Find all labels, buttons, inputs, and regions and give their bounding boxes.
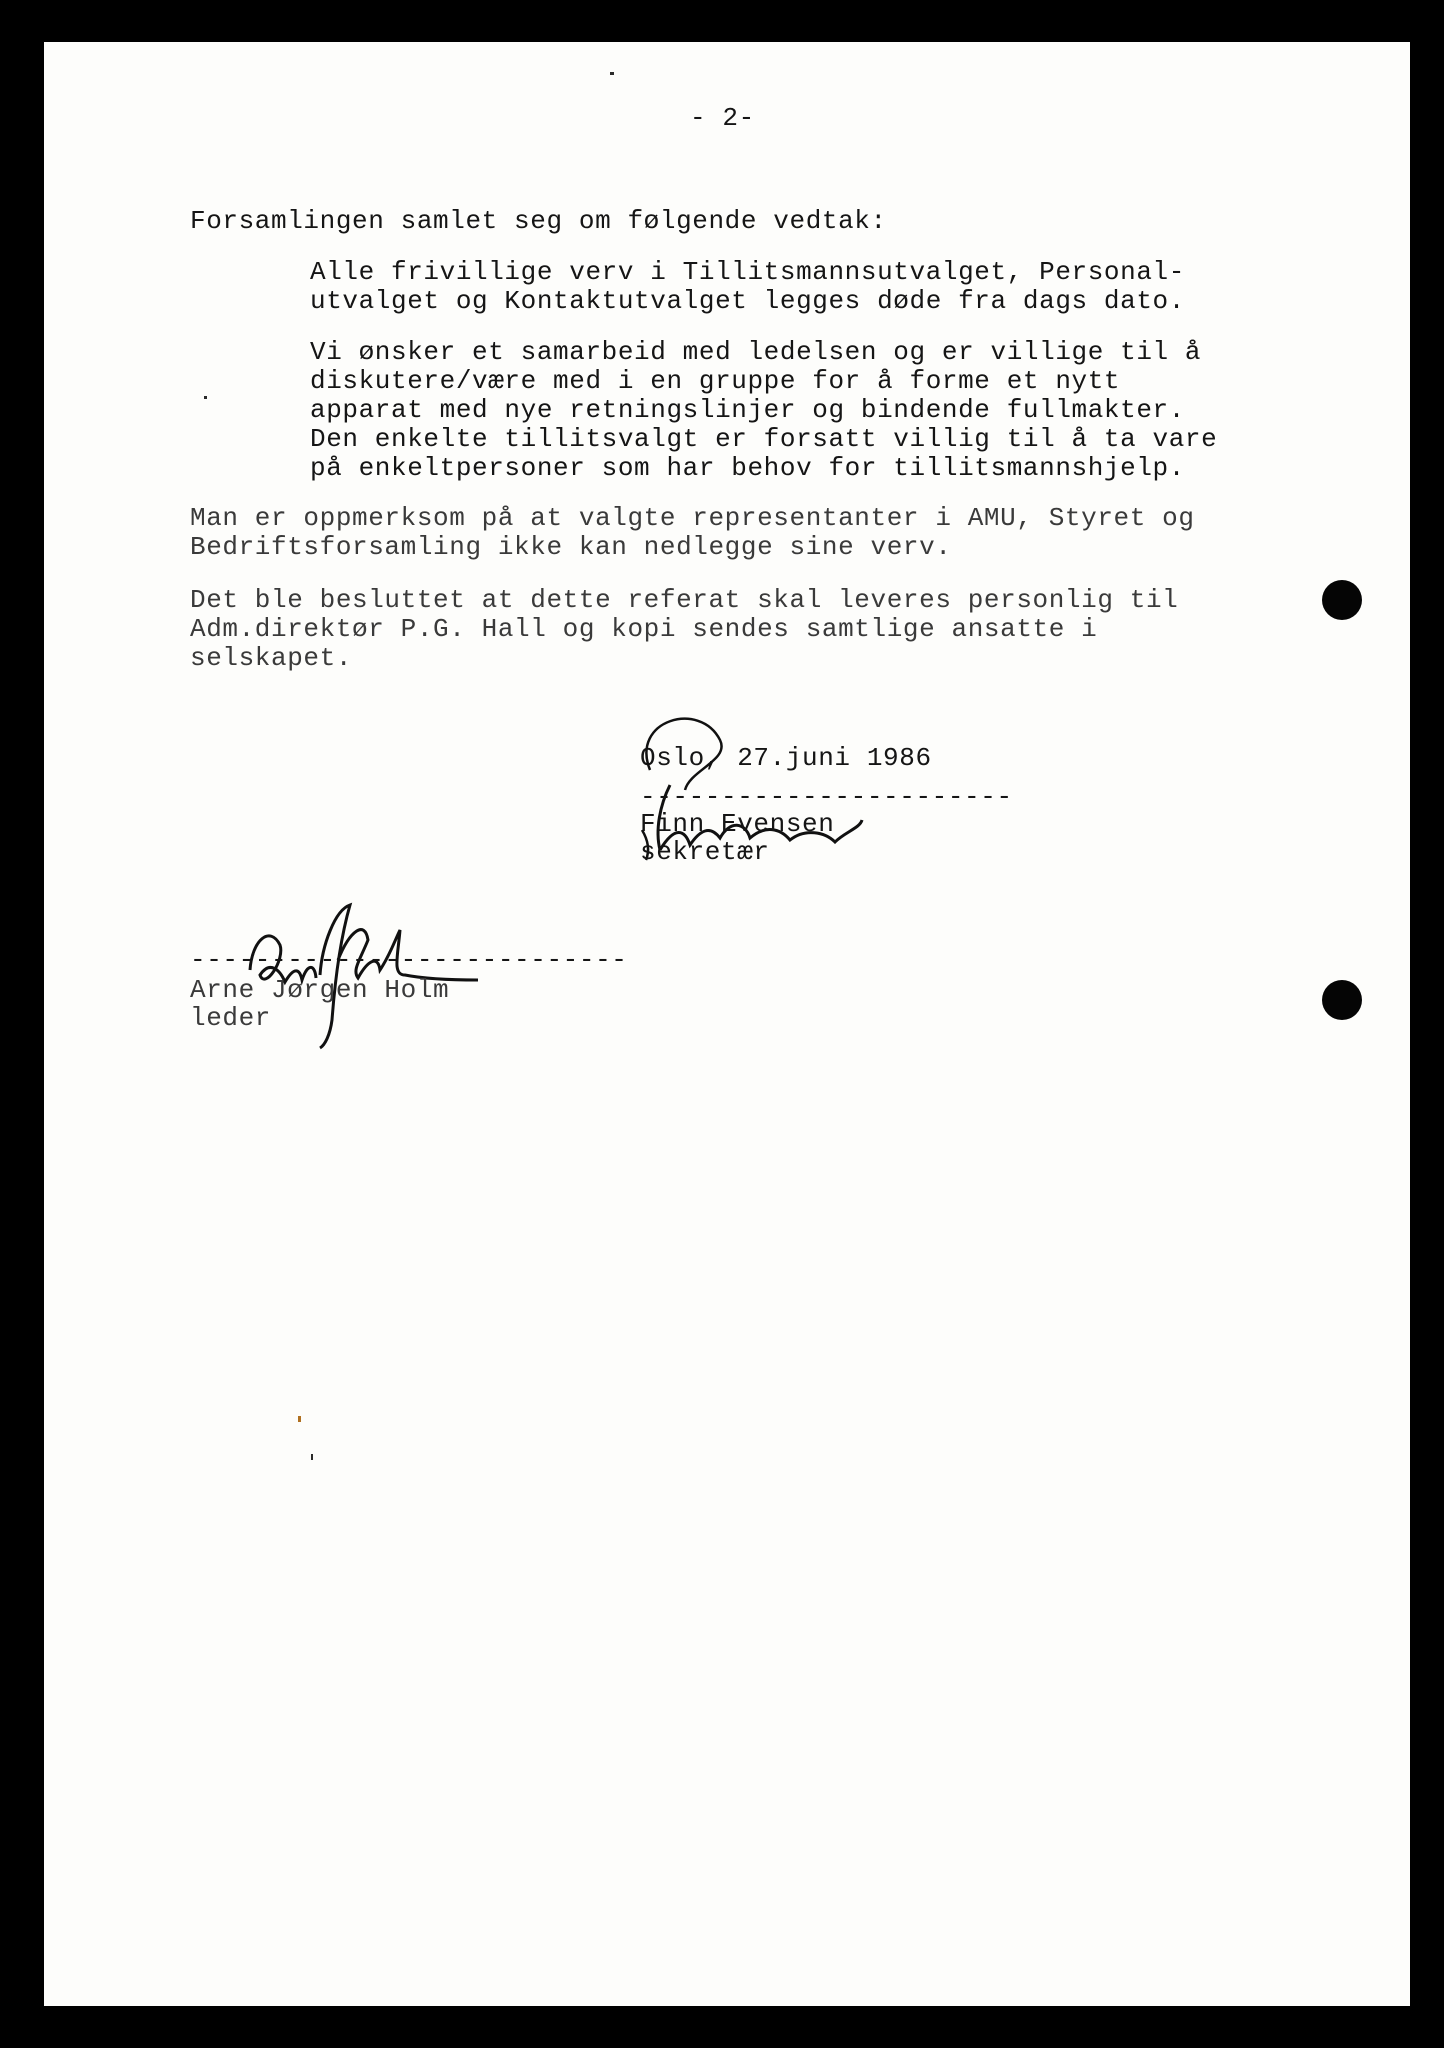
paragraph-2-line-1: Det ble besluttet at dette referat skal leveres personlig til [190, 585, 1179, 615]
punch-hole-upper [1322, 580, 1362, 620]
secretary-name: Finn Evensen [640, 809, 835, 839]
resolution-2-line-4: Den enkelte tillitsvalgt er forsatt villig til å ta vare [310, 424, 1218, 454]
punch-hole-lower [1322, 980, 1362, 1020]
document-page [44, 42, 1410, 2006]
resolution-2-line-3: apparat med nye retningslinjer og bindende fullmakter. [310, 395, 1185, 425]
paragraph-1-line-1: Man er oppmerksom på at valgte representanter i AMU, Styret og [190, 503, 1195, 533]
scan-speck [298, 1416, 301, 1422]
paragraph-1-line-2: Bedriftsforsamling ikke kan nedlegge sine verv. [190, 532, 952, 562]
resolution-2-line-5: på enkeltpersoner som har behov for tillitsmannshjelp. [310, 453, 1185, 483]
paragraph-2-line-3: selskapet. [190, 643, 353, 673]
paragraph-2-line-2: Adm.direktør P.G. Hall og kopi sendes samtlige ansatte i [190, 614, 1098, 644]
place-date: Oslo, 27.juni 1986 [640, 743, 932, 773]
leader-signature-line: --------------------------- [190, 945, 628, 975]
intro-line: Forsamlingen samlet seg om følgende vedtak: [190, 206, 887, 236]
resolution-2-line-2: diskutere/være med i en gruppe for å forme et nytt [310, 366, 1121, 396]
scan-speck [311, 1454, 313, 1460]
resolution-2-line-1: Vi ønsker et samarbeid med ledelsen og er villige til å [310, 337, 1202, 367]
resolution-1-line-1: Alle frivillige verv i Tillitsmannsutvalget, Personal- [310, 257, 1185, 287]
leader-name: Arne Jørgen Holm [190, 975, 450, 1005]
secretary-title: sekretær [640, 837, 770, 867]
page-number: - 2- [690, 103, 755, 133]
secretary-signature-line: ----------------------- [640, 782, 1013, 812]
scan-speck [610, 72, 614, 75]
leader-title: leder [190, 1003, 272, 1033]
resolution-1-line-2: utvalget og Kontaktutvalget legges døde fra dags dato. [310, 286, 1185, 316]
scan-speck [204, 396, 207, 399]
